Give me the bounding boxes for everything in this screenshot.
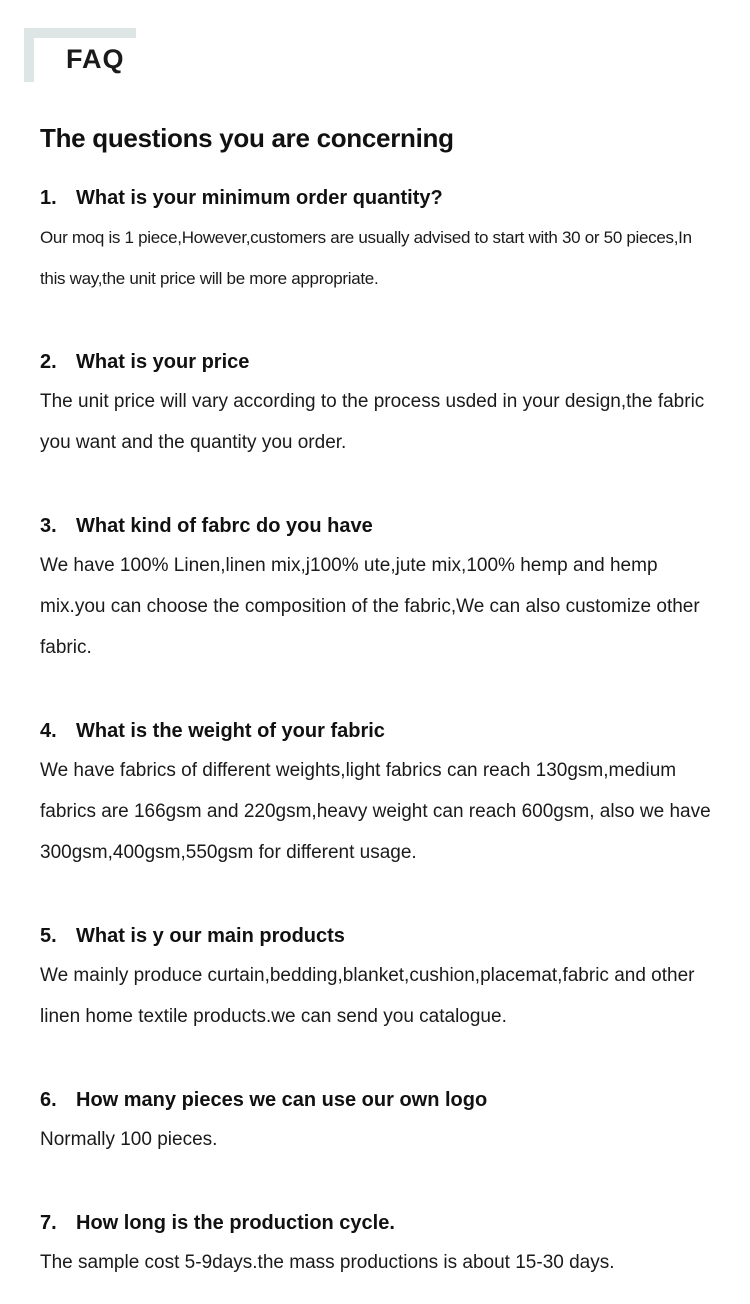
faq-question-text-2: What is your price — [76, 351, 250, 373]
faq-item-6 — [40, 1085, 720, 1160]
faq-badge — [24, 28, 136, 82]
faq-question-4 — [40, 716, 720, 746]
faq-answer-5: We mainly produce curtain,bedding,blanket,cushion,placemat,fabric and other linen home textile products.we can send you catalogue. — [40, 965, 695, 1027]
faq-question-6 — [40, 1085, 720, 1115]
faq-question-7 — [40, 1208, 720, 1238]
faq-item-2 — [40, 347, 720, 463]
faq-question-text-6: How many pieces we can use our own logo — [76, 1089, 488, 1111]
faq-item-1 — [40, 183, 720, 299]
faq-number-3: 3. — [40, 515, 57, 537]
faq-item-4 — [40, 716, 720, 873]
faq-question-1 — [40, 183, 720, 213]
faq-answer-1: Our moq is 1 piece,However,customers are usually advised to start with 30 or 50 pieces,In this way,the unit price will be more appropriate. — [40, 228, 692, 288]
faq-question-5 — [40, 921, 720, 951]
faq-number-2: 2. — [40, 351, 57, 373]
faq-item-3 — [40, 511, 720, 668]
faq-question-3 — [40, 511, 720, 541]
faq-answer-3: We have 100% Linen,linen mix,j100% ute,jute mix,100% hemp and hemp mix.you can choose the composition of the fabric,We can also customize other fabric. — [40, 555, 700, 658]
faq-question-text-1: What is your minimum order quantity? — [76, 187, 443, 209]
faq-answer-4: We have fabrics of different weights,light fabrics can reach 130gsm,medium fabrics are 166gsm and 220gsm,heavy weight can reach 600gsm, also we have 300gsm,400gsm,550gsm for different usage. — [40, 760, 711, 863]
faq-item-7 — [40, 1208, 720, 1283]
faq-item-5 — [40, 921, 720, 1037]
faq-question-text-3: What kind of fabrc do you have — [76, 515, 373, 537]
faq-number-4: 4. — [40, 720, 57, 742]
faq-number-1: 1. — [40, 187, 57, 209]
faq-number-7: 7. — [40, 1212, 57, 1234]
faq-number-5: 5. — [40, 925, 57, 947]
faq-question-2 — [40, 347, 720, 377]
faq-question-text-4: What is the weight of your fabric — [76, 720, 385, 742]
faq-answer-2: The unit price will vary according to the process usded in your design,the fabric you want and the quantity you order. — [40, 391, 705, 453]
faq-answer-7: The sample cost 5-9days.the mass productions is about 15-30 days. — [40, 1252, 615, 1273]
faq-question-text-7: How long is the production cycle. — [76, 1212, 395, 1234]
page-title: The questions you are concerning — [40, 123, 454, 153]
faq-label: FAQ — [66, 44, 125, 74]
faq-question-text-5: What is y our main products — [76, 925, 345, 947]
faq-answer-6: Normally 100 pieces. — [40, 1129, 218, 1150]
badge-frame-top — [24, 28, 136, 38]
faq-number-6: 6. — [40, 1089, 57, 1111]
